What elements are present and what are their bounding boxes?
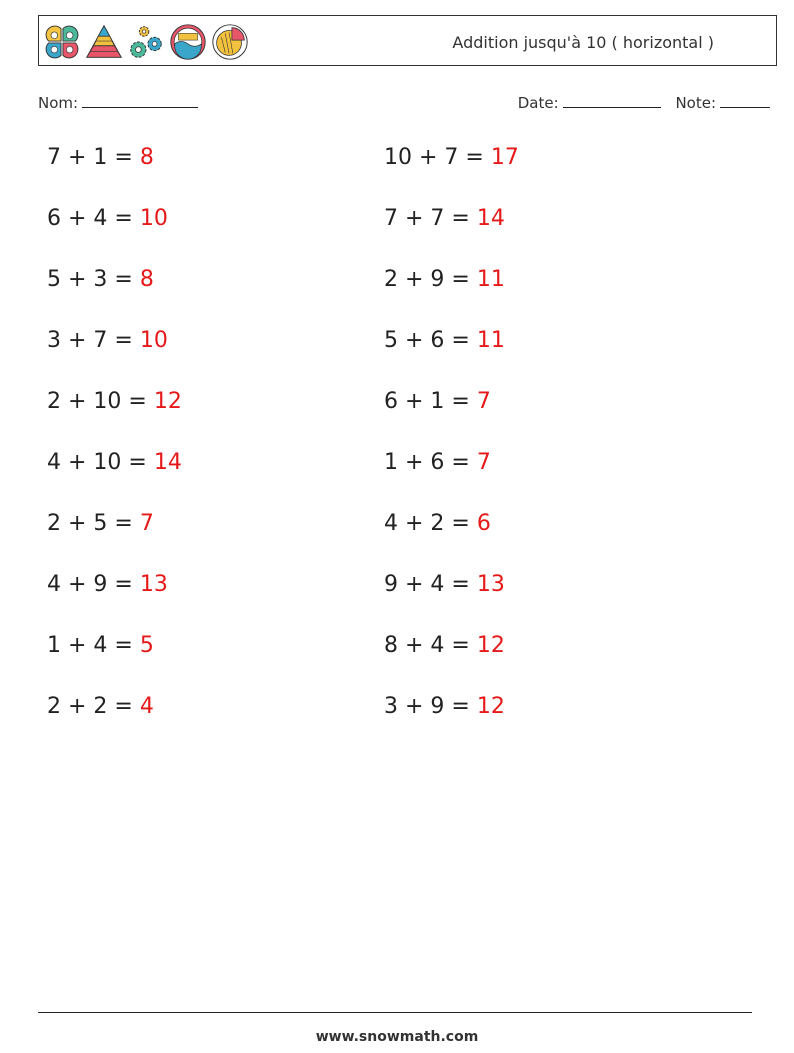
footer-url[interactable]: www.snowmath.com [315,1029,479,1045]
problem-answer: 4 [139,694,154,719]
name-blank-line[interactable] [82,93,198,108]
pyramid-icon [83,20,125,64]
problem-item [47,572,168,597]
problem-expression: 7 + 1 = [47,145,133,170]
problem-item [47,328,168,353]
problem-answer: 5 [139,633,154,658]
problem-answer: 11 [476,267,505,292]
problem-answer: 7 [476,450,491,475]
problem-item [47,694,154,719]
problem-answer: 7 [139,511,154,536]
problem-item [384,633,505,658]
logo-strip [41,20,251,64]
grade-label: Note: [675,94,716,112]
date-label: Date: [517,94,559,112]
problem-answer: 10 [139,328,168,353]
problem-answer: 12 [153,389,182,414]
problem-expression: 2 + 9 = [384,267,470,292]
problem-expression: 1 + 6 = [384,450,470,475]
problem-item [384,328,505,353]
problem-answer: 13 [476,572,505,597]
problem-expression: 5 + 3 = [47,267,133,292]
problem-expression: 1 + 4 = [47,633,133,658]
problem-item [384,450,491,475]
problem-expression: 6 + 1 = [384,389,470,414]
problem-item [47,389,182,414]
problem-expression: 4 + 2 = [384,511,470,536]
footer-divider [38,1012,752,1013]
problem-answer: 14 [476,206,505,231]
problem-answer: 10 [139,206,168,231]
date-grade-fields [518,93,770,112]
problem-expression: 5 + 6 = [384,328,470,353]
problem-expression: 2 + 2 = [47,694,133,719]
problem-answer: 11 [476,328,505,353]
problem-answer: 8 [139,267,154,292]
problem-item [384,267,505,292]
problem-answer: 7 [476,389,491,414]
problem-item [47,511,154,536]
problem-item [384,145,519,170]
problem-answer: 12 [476,694,505,719]
problem-expression: 3 + 9 = [384,694,470,719]
problem-item [384,572,505,597]
grade-blank-line[interactable] [720,93,770,108]
problem-item [47,145,154,170]
problem-expression: 8 + 4 = [384,633,470,658]
date-blank-line[interactable] [563,93,661,108]
problem-expression: 2 + 10 = [47,389,147,414]
problem-answer: 13 [139,572,168,597]
number-petals-icon [41,20,83,64]
pie-chart-icon [209,20,251,64]
problem-answer: 14 [153,450,182,475]
problem-item [47,267,154,292]
problem-item [47,450,182,475]
worksheet-header [38,15,777,66]
problem-answer: 8 [139,145,154,170]
problem-item [384,694,505,719]
name-field [38,93,198,112]
worksheet-title: Addition jusqu'à 10 ( horizontal ) [452,33,714,52]
problem-expression: 10 + 7 = [384,145,484,170]
problem-item [47,633,154,658]
problem-expression: 4 + 10 = [47,450,147,475]
gears-icon [125,20,167,64]
problem-expression: 2 + 5 = [47,511,133,536]
problem-expression: 9 + 4 = [384,572,470,597]
percent-badge-icon [167,20,209,64]
problem-item [384,511,491,536]
problem-answer: 6 [476,511,491,536]
problem-item [47,206,168,231]
problem-answer: 12 [476,633,505,658]
problem-expression: 6 + 4 = [47,206,133,231]
problem-expression: 3 + 7 = [47,328,133,353]
problem-item [384,206,505,231]
problem-expression: 7 + 7 = [384,206,470,231]
name-label: Nom: [38,94,79,112]
problem-answer: 17 [490,145,519,170]
problem-item [384,389,491,414]
problem-expression: 4 + 9 = [47,572,133,597]
